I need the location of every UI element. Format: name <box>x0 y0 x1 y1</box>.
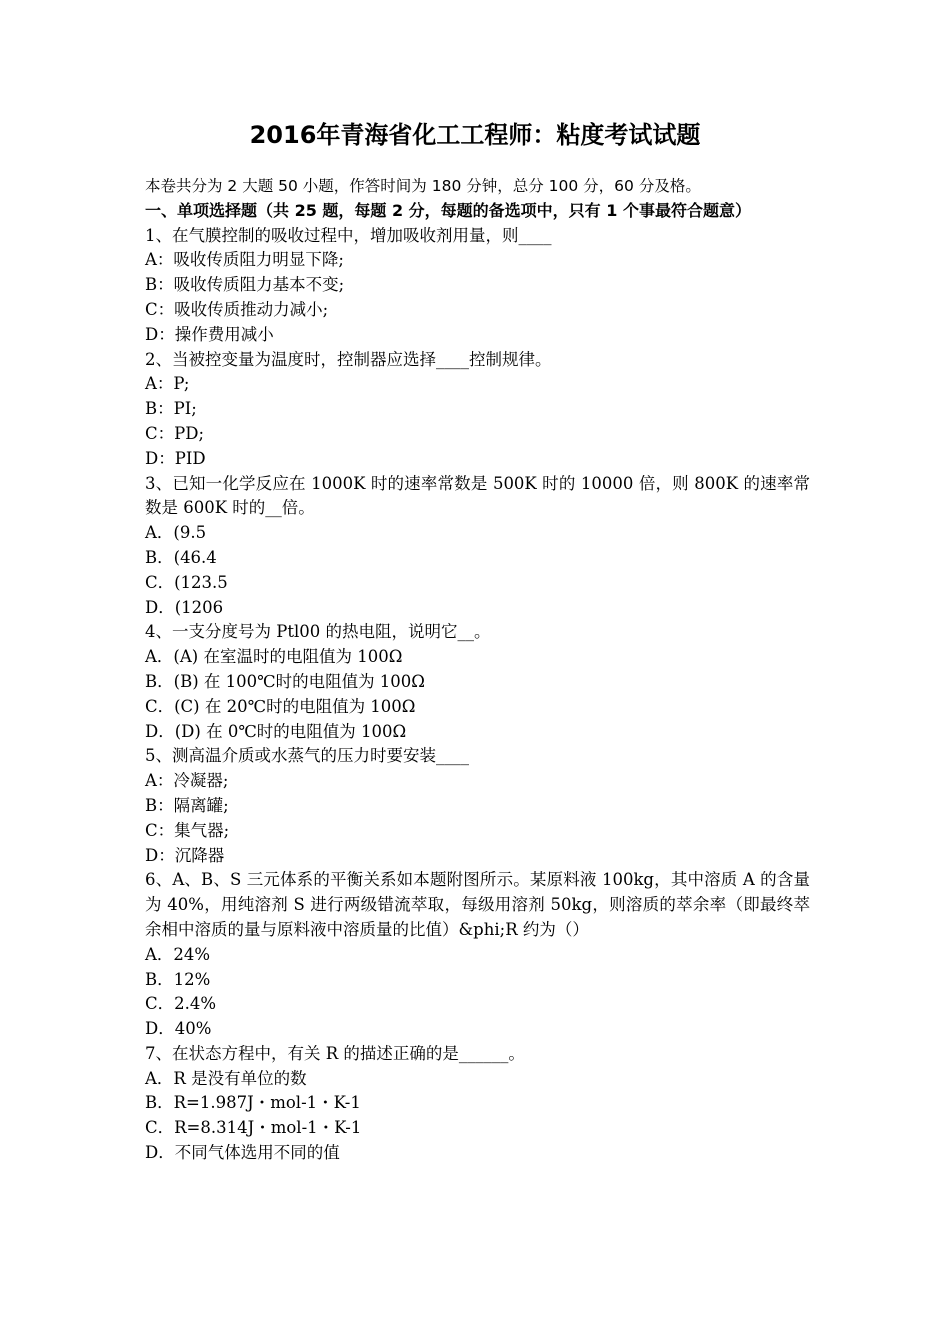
option-b: B．R=1.987J・mol-1・K-1 <box>145 1093 361 1113</box>
question-text: 4、一支分度号为 Ptl00 的热电阻，说明它__。 <box>145 622 491 642</box>
option-d: D．(D) 在 0℃时的电阻值为 100Ω <box>145 721 407 741</box>
option-b: B：吸收传质阻力基本不变; <box>145 275 345 295</box>
question-text: 2、当被控变量为温度时，控制器应选择____控制规律。 <box>145 349 552 369</box>
question-4 <box>145 620 810 744</box>
question-text: 5、测高温介质或水蒸气的压力时要安装____ <box>145 746 469 766</box>
option-b: B：PI; <box>145 399 197 419</box>
option-c: C：吸收传质推动力减小; <box>145 299 329 319</box>
option-d: D．40% <box>145 1019 212 1039</box>
option-c: C：集气器; <box>145 820 230 840</box>
option-a: A．(9.5 <box>145 523 207 543</box>
option-b: B．(46.4 <box>145 547 217 567</box>
option-b: B．12% <box>145 969 211 989</box>
option-d: D：PID <box>145 448 206 468</box>
option-a: A：P; <box>145 374 190 394</box>
exam-intro: 本卷共分为 2 大题 50 小题，作答时间为 180 分钟，总分 100 分，60 分及格。 <box>145 177 701 195</box>
option-d: D：沉降器 <box>145 845 225 865</box>
option-c: C．(C) 在 20℃时的电阻值为 100Ω <box>145 696 416 716</box>
option-d: D．不同气体选用不同的值 <box>145 1143 340 1163</box>
option-a: A：吸收传质阻力明显下降; <box>145 250 344 270</box>
question-text: 7、在状态方程中，有关 R 的描述正确的是______。 <box>145 1043 525 1063</box>
option-d: D：操作费用减小 <box>145 324 274 344</box>
option-d: D．(1206 <box>145 597 224 617</box>
option-c: C：PD; <box>145 423 205 443</box>
option-b: B．(B) 在 100℃时的电阻值为 100Ω <box>145 671 425 691</box>
question-3 <box>145 472 810 621</box>
question-2 <box>145 348 810 472</box>
option-b: B：隔离罐; <box>145 795 229 815</box>
section-heading: 一、单项选择题（共 25 题，每题 2 分，每题的备选项中，只有 1 个事最符合题意） <box>145 200 751 220</box>
option-c: C．(123.5 <box>145 572 228 592</box>
option-a: A．R 是没有单位的数 <box>145 1068 307 1088</box>
question-6 <box>145 868 810 1042</box>
question-1 <box>145 224 810 348</box>
option-c: C．R=8.314J・mol-1・K-1 <box>145 1118 362 1138</box>
question-text: 3、已知一化学反应在 1000K 时的速率常数是 500K 时的 10000 倍，则 800K 的速率常数是 600K 时的__倍。 <box>145 473 810 518</box>
document-body <box>145 174 810 1166</box>
question-5 <box>145 744 810 868</box>
question-7 <box>145 1042 810 1166</box>
question-text: 6、A、B、S 三元体系的平衡关系如本题附图所示。某原料液 100kg，其中溶质 A 的含量为 40%，用纯溶剂 S 进行两级错流萃取，每级用溶剂 50kg，则溶质的萃余率（即最终萃余相中溶质的量与原料液中溶质量的比值）&phi;R 约为（） <box>145 870 810 939</box>
option-c: C．2.4% <box>145 994 217 1014</box>
option-a: A：冷凝器; <box>145 771 229 791</box>
option-a: A．(A) 在室温时的电阻值为 100Ω <box>145 647 403 667</box>
option-a: A．24% <box>145 944 211 964</box>
document-title: 2016年青海省化工工程师：粘度考试试题 <box>249 121 701 149</box>
question-text: 1、在气膜控制的吸收过程中，增加吸收剂用量，则____ <box>145 225 552 245</box>
